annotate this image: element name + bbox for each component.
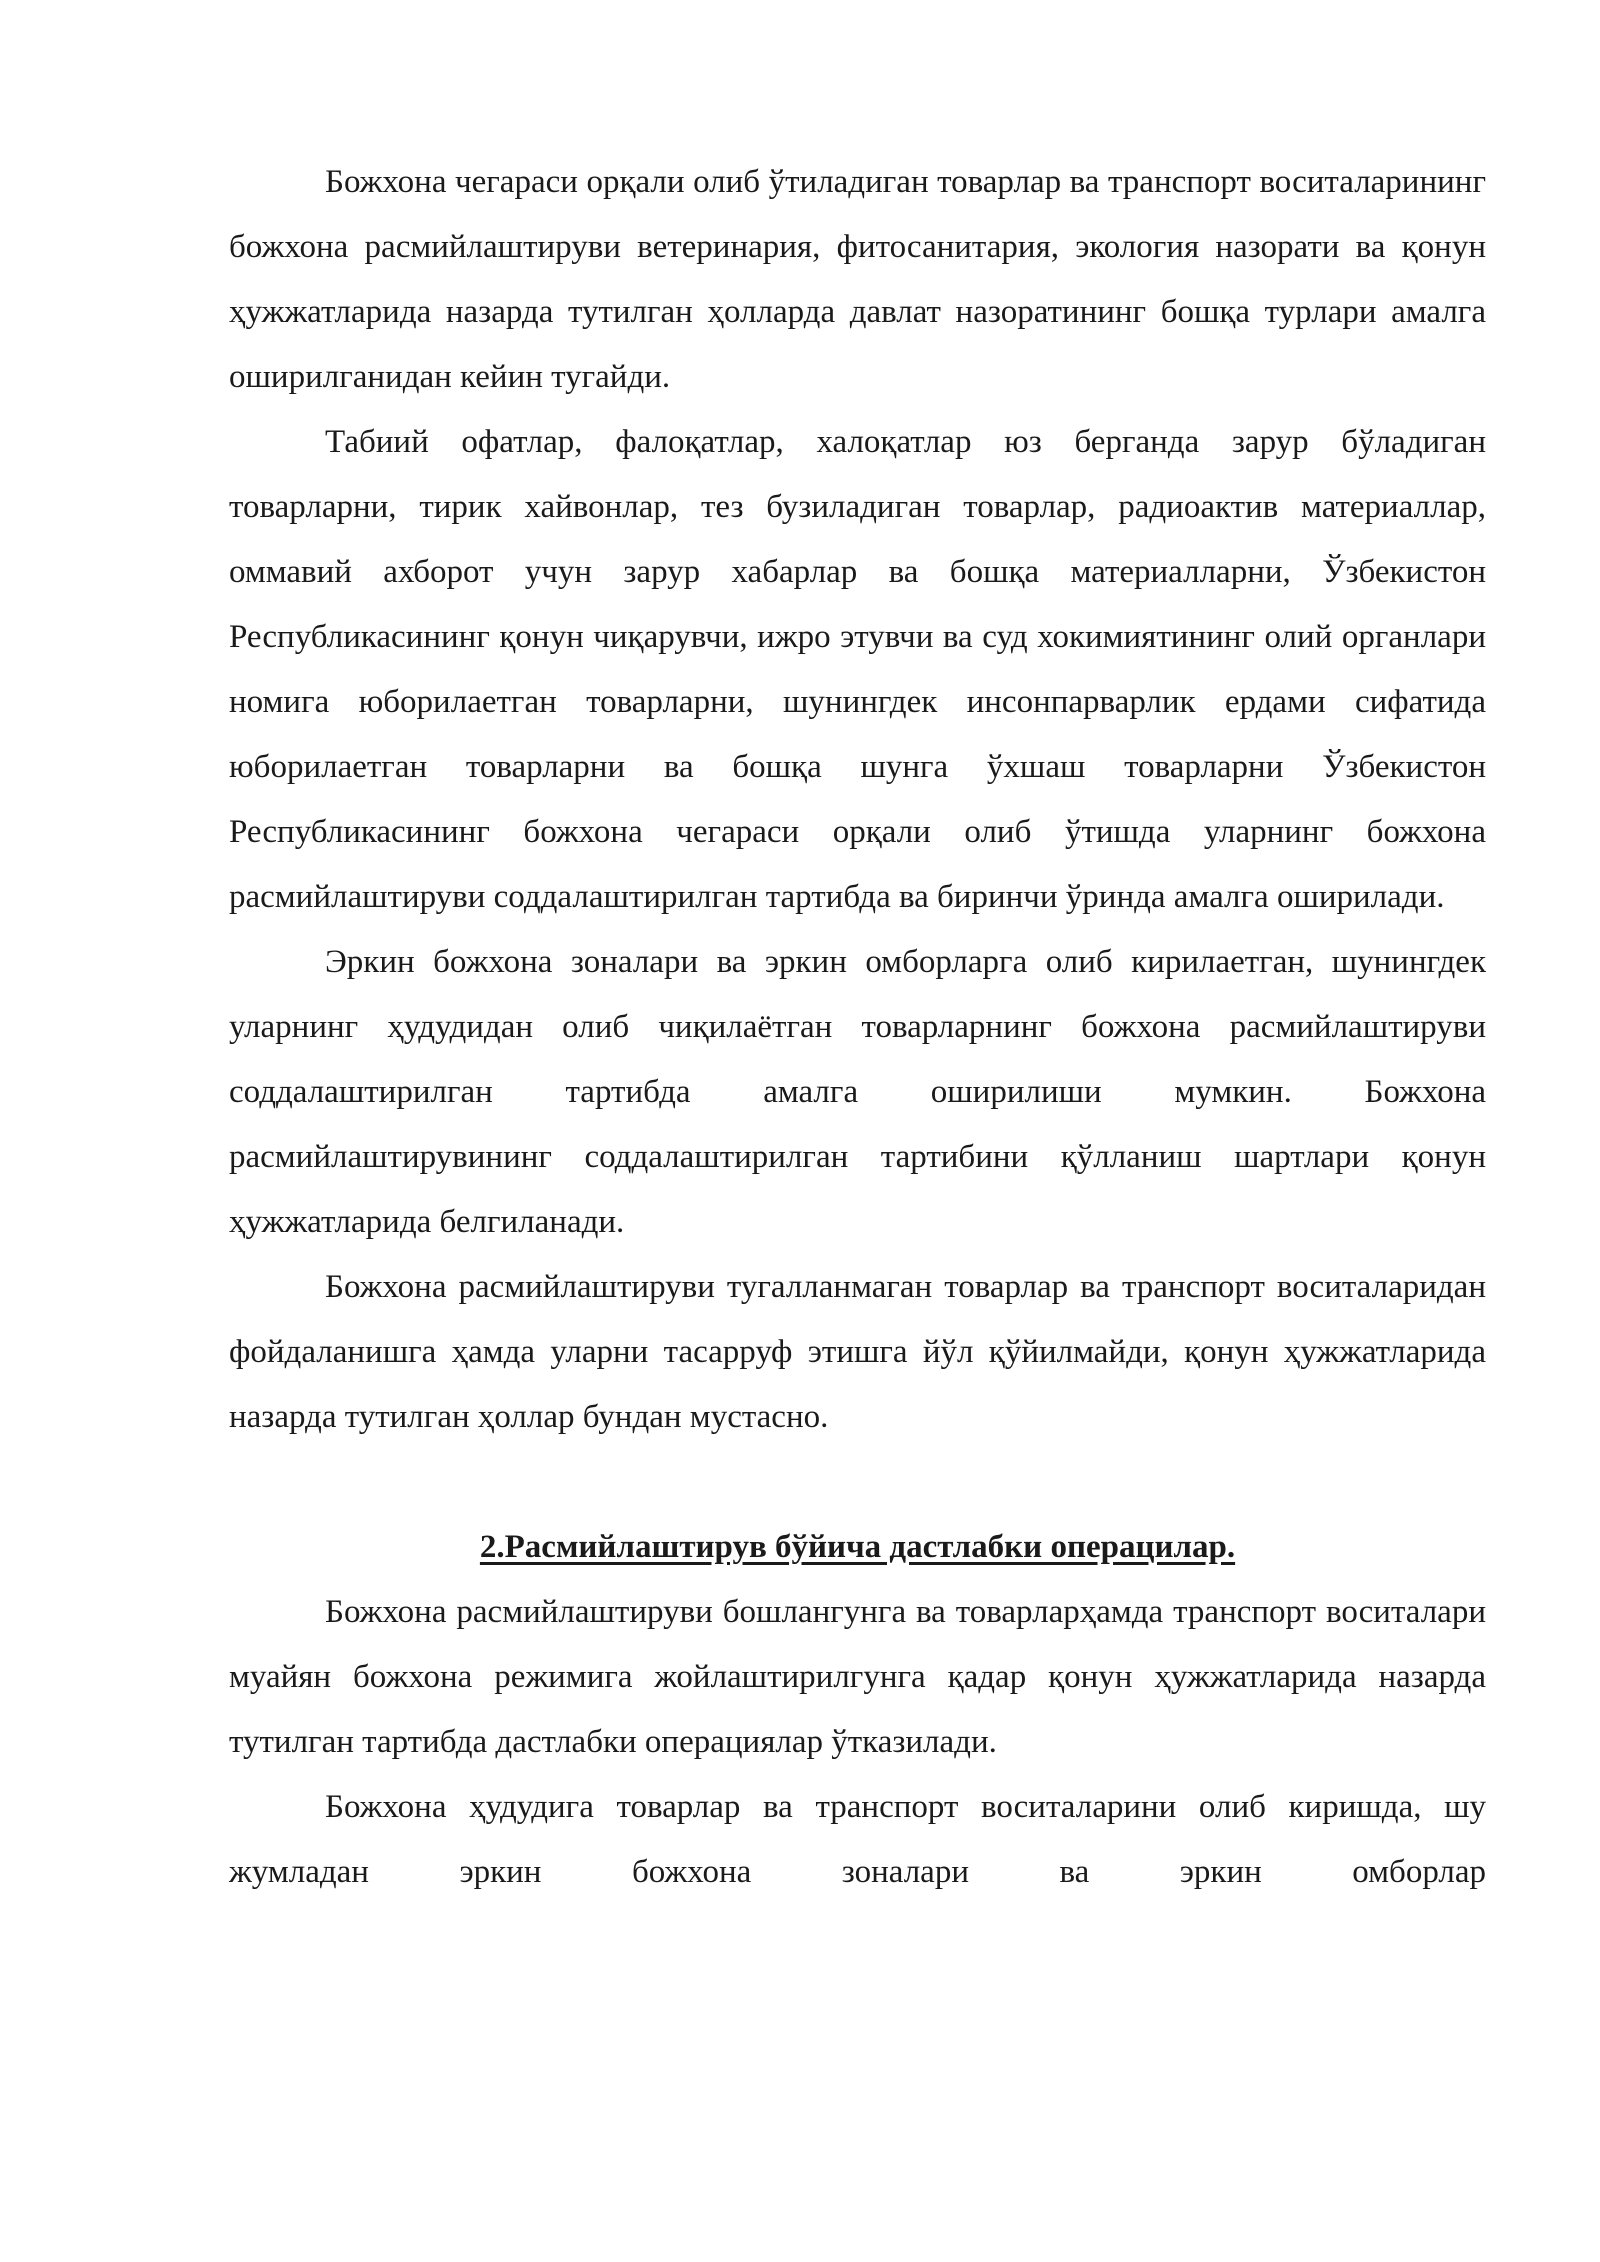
paragraph-uncleared-goods-restriction: Божхона расмийлаштируви тугалланмаган товарлар ва транспорт воситаларидан фойдаланишга ҳамда уларни тасарруф этишга йўл қўйилмайди, қонун ҳужжатларида назарда тутилган ҳоллар бундан мустасно. <box>229 1269 1486 1435</box>
paragraph-preliminary-operations: Божхона расмийлаштируви бошлангунга ва товарларҳамда транспорт воситалари муайян божхона режимига жойлаштирилгунга қадар қонун ҳужжатларида назарда тутилган тартибда дастлабки операциялар ўтказилади. <box>229 1594 1486 1760</box>
section-heading: 2.Расмийлаштирув бўйича дастлабки операцилар. <box>479 1529 1236 1565</box>
paragraph-simplified-clearance-priority-goods: Табиий офатлар, фалоқатлар, халоқатлар юз берганда зарур бўладиган товарларни, тирик хайвонлар, тез бузиладиган товарлар, радиоактив материаллар, оммавий ахборот учун зарур хабарлар ва бошқа материалларни, Ўзбекистон Республикасининг қонун чиқарувчи, ижро этувчи ва суд хокимиятининг олий органлари номига юборилаетган товарларни, шунингдек инсонпарварлик ердами сифатида юборилаетган товарларни ва бошқа шунга ўхшаш товарларни Ўзбекистон Республикасининг божхона чегараси орқали олиб ўтишда уларнинг божхона расмийлаштируви соддалаштирилган тартибда ва биринчи ўринда амалга оширилади. <box>229 424 1486 915</box>
paragraph-free-zones-clearance: Эркин божхона зоналари ва эркин омборларга олиб кирилаетган, шунингдек уларнинг ҳудудидан олиб чиқилаётган товарларнинг божхона расмийлаштируви соддалаштирилган тартибда амалга оширилиши мумкин. Божхона расмийлаштирувининг соддалаштирилган тартибини қўлланиш шартлари қонун ҳужжатларида белгиланади. <box>229 944 1486 1240</box>
paragraph-customs-clearance-completion: Божхона чегараси орқали олиб ўтиладиган товарлар ва транспорт воситаларининг божхона расмийлаштируви ветеринария, фитосанитария, экология назорати ва қонун ҳужжатларида назарда тутилган ҳолларда давлат назоратининг бошқа турлари амалга оширилганидан кейин тугайди. <box>229 164 1486 395</box>
paragraph-import-into-territory: Божхона ҳудудига товарлар ва транспорт воситаларини олиб киришда, шу жумладан эркин божхона зоналари ва эркин омборлар <box>229 1789 1486 1890</box>
section-gap <box>229 1450 1486 1515</box>
document-body <box>229 150 1486 1905</box>
